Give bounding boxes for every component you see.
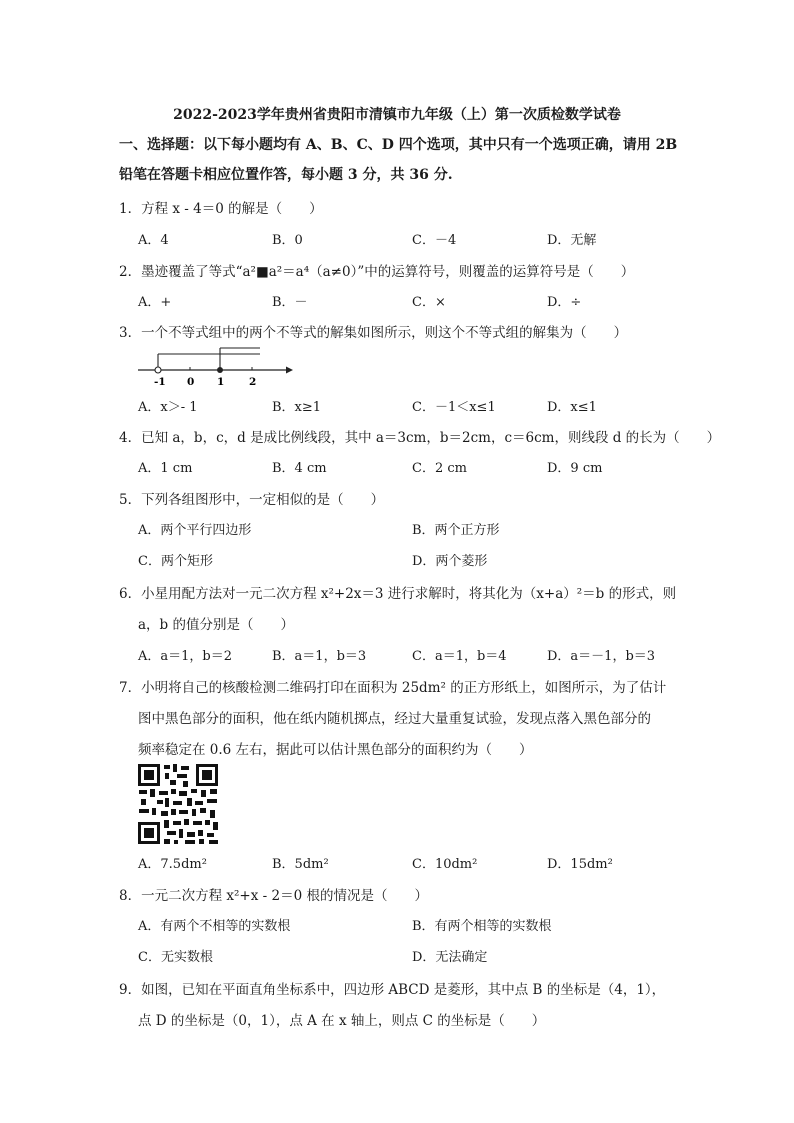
question-8-stem: 8．一元二次方程 x²+x - 2＝0 根的情况是（ ） — [119, 888, 428, 904]
page-title: 2022-2023学年贵州省贵阳市清镇市九年级（上）第一次质检数学试卷 — [173, 107, 621, 123]
q2-option-c: C．× — [412, 295, 446, 310]
question-1-stem: 1．方程 x - 4＝0 的解是（ ） — [119, 201, 323, 217]
axis-label-1: 1 — [217, 376, 225, 388]
question-6-stem-line2: a，b 的值分别是（ ） — [138, 617, 294, 633]
q1-option-d: D．无解 — [547, 233, 597, 248]
q8-option-a: A．有两个不相等的实数根 — [138, 919, 291, 934]
q4-option-b: B．4 cm — [272, 461, 327, 476]
question-7-stem-line1: 7．小明将自己的核酸检测二维码打印在面积为 25dm² 的正方形纸上，如图所示，为了估计 — [119, 680, 667, 696]
q5-option-a: A．两个平行四边形 — [138, 523, 252, 538]
axis-label-0: 0 — [187, 376, 195, 388]
axis-label-2: 2 — [249, 376, 257, 388]
q4-option-a: A．1 cm — [138, 461, 193, 476]
q1-option-b: B．0 — [272, 233, 303, 248]
q2-option-b: B．－ — [272, 295, 308, 310]
q3-option-c: C．－1＜x≤1 — [412, 400, 496, 415]
q1-option-c: C．－4 — [412, 233, 457, 248]
q4-option-c: C．2 cm — [412, 461, 467, 476]
q6-option-b: B．a＝1，b＝3 — [272, 649, 367, 664]
q7-option-a: A．7.5dm² — [138, 857, 207, 872]
q2-option-d: D．÷ — [547, 295, 582, 310]
q1-option-a: A．4 — [138, 233, 169, 248]
q3-option-b: B．x≥1 — [272, 400, 322, 415]
question-9-stem-line1: 9．如图，已知在平面直角坐标系中，四边形 ABCD 是菱形，其中点 B 的坐标是（4，1）， — [119, 982, 666, 998]
q5-option-c: C．两个矩形 — [138, 554, 213, 569]
question-7-stem-line2: 图中黑色部分的面积，他在纸内随机掷点，经过大量重复试验，发现点落入黑色部分的 — [138, 711, 651, 727]
q8-option-d: D．无法确定 — [412, 950, 488, 965]
q7-option-c: C．10dm² — [412, 857, 478, 872]
question-9-stem-line2: 点 D 的坐标是（0，1），点 A 在 x 轴上，则点 C 的坐标是（ ） — [138, 1013, 546, 1029]
q4-option-d: D．9 cm — [547, 461, 603, 476]
question-5-stem: 5．下列各组图形中，一定相似的是（ ） — [119, 492, 385, 508]
qr-code-image — [137, 763, 219, 845]
q7-option-b: B．5dm² — [272, 857, 329, 872]
q6-option-d: D．a＝－1，b＝3 — [547, 649, 656, 664]
q3-option-a: A．x＞- 1 — [138, 400, 198, 415]
q7-option-d: D．15dm² — [547, 857, 613, 872]
q6-option-c: C．a＝1，b＝4 — [412, 649, 507, 664]
q2-option-a: A．+ — [138, 295, 172, 310]
number-line-figure — [134, 342, 298, 388]
question-2-stem: 2．墨迹覆盖了等式“a²■a²＝a⁴（a≠0）”中的运算符号，则覆盖的运算符号是（ ） — [119, 264, 635, 280]
question-7-stem-line3: 频率稳定在 0.6 左右，据此可以估计黑色部分的面积约为（ ） — [138, 742, 533, 758]
question-4-stem: 4．已知 a，b，c，d 是成比例线段，其中 a＝3cm，b＝2cm，c＝6cm，则线段 d 的长为（ ） — [119, 430, 721, 446]
question-3-stem: 3．一个不等式组中的两个不等式的解集如图所示，则这个不等式组的解集为（ ） — [119, 325, 628, 341]
q5-option-b: B．两个正方形 — [412, 523, 500, 538]
q8-option-b: B．有两个相等的实数根 — [412, 919, 552, 934]
q6-option-a: A．a＝1，b＝2 — [138, 649, 233, 664]
q3-option-d: D．x≤1 — [547, 400, 597, 415]
q8-option-c: C．无实数根 — [138, 950, 213, 965]
section-instructions-line1: 一、选择题：以下每小题均有 A、B、C、D 四个选项，其中只有一个选项正确，请用 2B — [119, 137, 678, 153]
question-6-stem-line1: 6．小星用配方法对一元二次方程 x²+2x＝3 进行求解时，将其化为（x+a）²＝b 的形式，则 — [119, 586, 677, 602]
section-instructions-line2: 铅笔在答题卡相应位置作答，每小题 3 分，共 36 分. — [119, 167, 453, 183]
axis-label-neg1: -1 — [154, 376, 166, 388]
q5-option-d: D．两个菱形 — [412, 554, 488, 569]
